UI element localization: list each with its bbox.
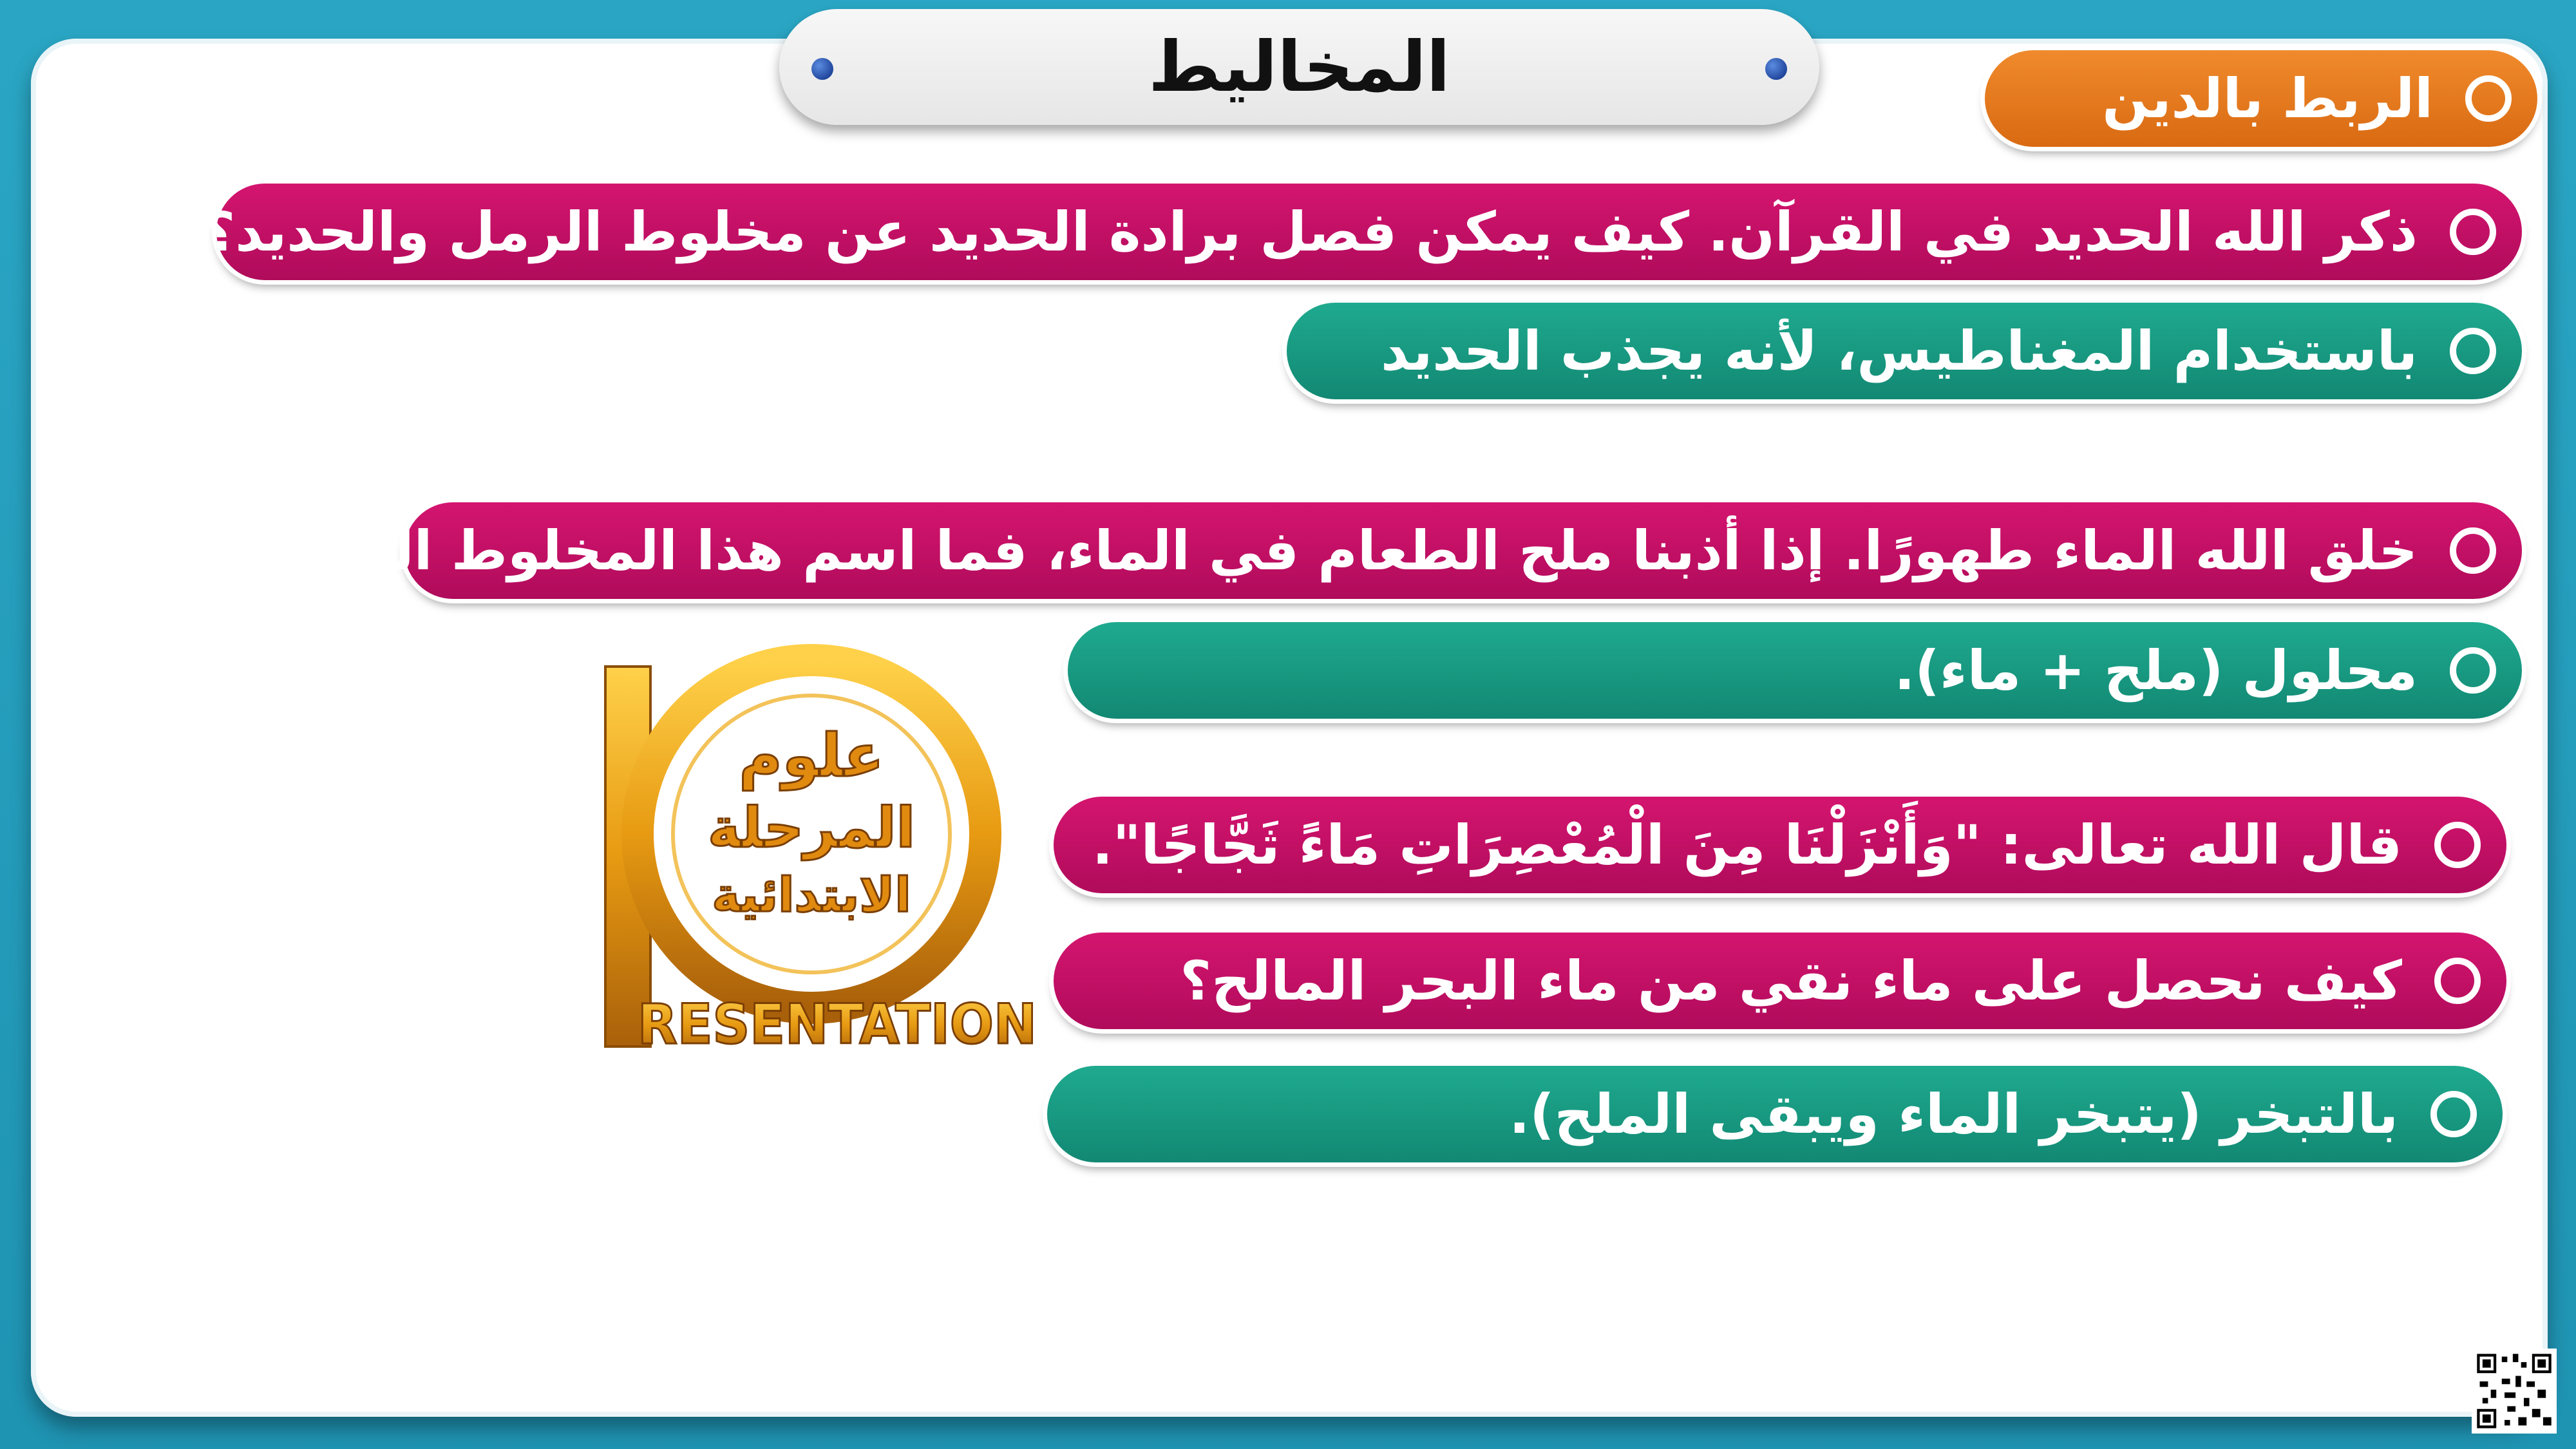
circle-bullet-icon (2450, 328, 2496, 374)
answer-2-text: محلول (ملح + ماء). (1894, 639, 2418, 702)
section-tag (1985, 50, 2537, 147)
logo-line-2: المرحلة (707, 796, 916, 860)
question-1 (204, 184, 2522, 280)
question-3 (1054, 797, 2506, 893)
left-pin-icon (811, 58, 833, 80)
logo-line-1: علوم (739, 721, 884, 790)
question-4-text: كيف نحصل على ماء نقي من ماء البحر المالح؟ (1180, 949, 2402, 1012)
question-1-text: ذكر الله الحديد في القرآن. كيف يمكن فصل برادة الحديد عن مخلوط الرمل والحديد؟ (204, 200, 2418, 263)
question-3-text: قال الله تعالى: "وَأَنْزَلْنَا مِنَ الْمُعْصِرَاتِ مَاءً ثَجَّاجًا". (1092, 813, 2402, 876)
question-2 (147, 502, 2522, 599)
circle-bullet-icon (2450, 527, 2496, 574)
section-tag-label: الربط بالدين (2102, 67, 2433, 130)
logo-line-3: الابتدائية (712, 867, 911, 923)
answer-1 (1287, 303, 2522, 399)
circle-bullet-icon (2434, 958, 2481, 1004)
page-title: المخاليط (1148, 26, 1450, 108)
logo-banner: RESENTATION (638, 992, 1037, 1057)
answer-1-text: باستخدام المغناطيس، لأنه يجذب الحديد (1381, 319, 2418, 383)
question-2-text: خلق الله الماء طهورًا. إذا أذبنا ملح الطعام في الماء، فما اسم هذا المخلوط المتجانس؟ (147, 519, 2418, 582)
question-4 (1054, 933, 2506, 1029)
circle-bullet-icon (2430, 1091, 2477, 1137)
answer-3 (1047, 1066, 2503, 1162)
circle-bullet-icon (2450, 647, 2496, 694)
answer-2 (1068, 622, 2522, 719)
circle-bullet-icon (2450, 209, 2496, 255)
right-pin-icon (1765, 58, 1787, 80)
circle-bullet-icon (2434, 822, 2481, 868)
circle-bullet-icon (2465, 75, 2512, 122)
answer-3-text: بالتبخر (يتبخر الماء ويبقى الملح). (1509, 1083, 2398, 1146)
qr-code-icon[interactable] (2472, 1349, 2557, 1434)
title-tab (779, 9, 1819, 125)
presentation-logo (599, 628, 1043, 1072)
